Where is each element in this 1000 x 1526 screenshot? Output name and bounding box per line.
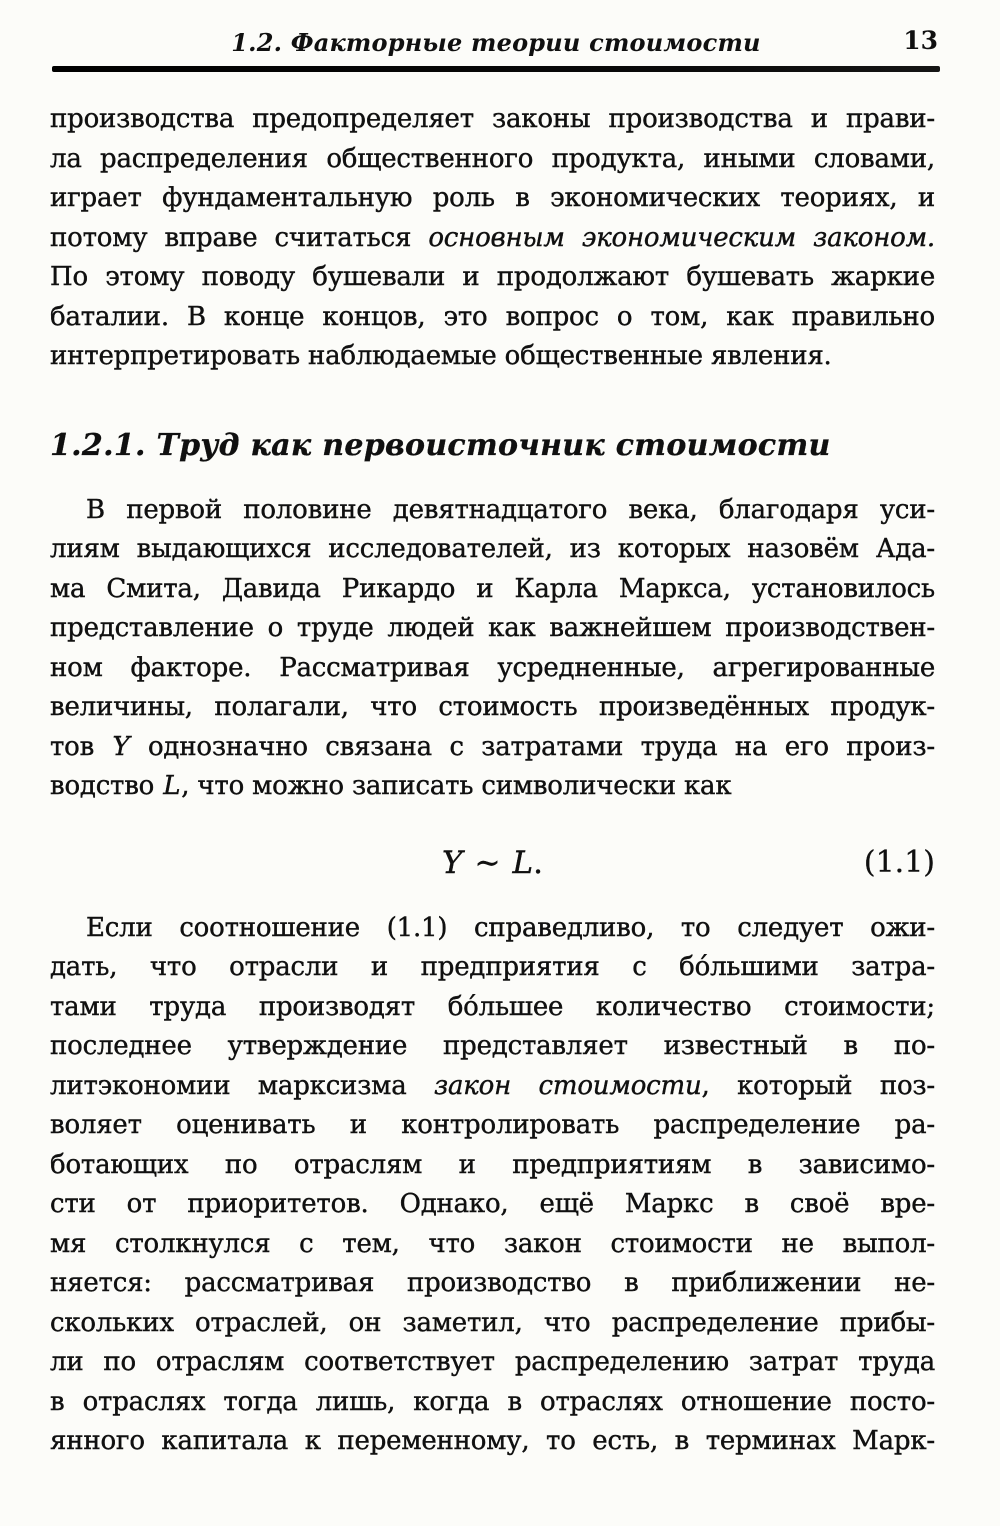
text-line (50, 1264, 935, 1304)
paragraph-intro (50, 100, 935, 377)
text-line (50, 530, 935, 570)
body-text: величины, полагали, что стоимость произведённых продук- (50, 692, 935, 722)
body-text: няется: рассматривая производство в приближении не- (50, 1268, 935, 1298)
text-line (50, 1146, 935, 1186)
text-line (50, 337, 935, 377)
body-text: ботающих по отраслям и предприятиям в зависимо- (50, 1149, 935, 1180)
body-text: дать, что отрасли и предприятия с бо́льшими затра- (50, 952, 935, 982)
text-line (50, 1383, 935, 1423)
body-text: тами труда производят бо́льшее количество стоимости; (50, 991, 935, 1022)
equation-number: (1.1) (863, 844, 935, 880)
body-text: потому вправе считаться (50, 222, 429, 253)
page-number: 13 (903, 26, 938, 55)
running-title: 1.2. Факторные теории стоимости (231, 28, 761, 57)
text-line (50, 100, 935, 140)
math-variable: Y (112, 731, 130, 762)
body-text: воляет оценивать и контролировать распределение ра- (50, 1110, 935, 1140)
equation-var-l: L (512, 844, 534, 881)
text-line (50, 988, 935, 1028)
text-line (50, 179, 935, 219)
body-text: водство (50, 771, 163, 801)
body-text: играет фундаментальную роль в экономических теориях, и (50, 183, 935, 213)
text-line (50, 1343, 935, 1383)
text-line (50, 609, 935, 649)
text-line (50, 1185, 935, 1225)
tilde-relation-symbol: ∼ (474, 844, 501, 881)
page-body (50, 100, 935, 1462)
text-line (50, 649, 935, 689)
text-line (50, 948, 935, 988)
text-line (50, 1027, 935, 1067)
text-line (50, 570, 935, 610)
emphasized-text: закон стоимости (434, 1070, 702, 1101)
section-heading: 1.2.1. Труд как первоисточник стоимости (50, 427, 831, 463)
body-text: , что можно записать символически как (181, 771, 732, 801)
math-variable: L (163, 771, 181, 801)
text-line (50, 258, 935, 298)
body-text: Если соотношение (1.1) справедливо, то следует ожи- (86, 912, 935, 943)
text-line (50, 219, 935, 259)
text-line (50, 491, 935, 531)
header-rule (52, 66, 940, 72)
text-line (50, 1106, 935, 1146)
equation-var-y: Y (442, 844, 463, 881)
body-text: янного капитала к переменному, то есть, в терминах Марк- (50, 1426, 935, 1456)
paragraph-law-of-value (50, 909, 935, 1462)
text-line (50, 688, 935, 728)
body-text: По этому поводу бушевали и продолжают бушевать жаркие (50, 262, 935, 292)
body-text: ном факторе. Рассматривая усредненные, агрегированные (50, 652, 935, 683)
body-text: последнее утверждение представляет известный в по- (50, 1031, 935, 1061)
body-text: баталии. В конце концов, это вопрос о том, как правильно (50, 301, 935, 332)
body-text: , который поз- (701, 1070, 935, 1101)
text-line (50, 767, 935, 807)
body-text: лиям выдающихся исследователей, из которых назовём Ада- (50, 534, 935, 564)
text-line (50, 909, 935, 949)
emphasized-text: основным экономическим законом. (428, 222, 935, 253)
body-text: производства предопределяет законы производства и прави- (50, 104, 935, 134)
body-text: В первой половине девятнадцатого века, благодаря уси- (86, 494, 935, 525)
body-text: интерпретировать наблюдаемые общественные явления. (50, 341, 832, 371)
body-text: представление о труде людей как важнейшем производствен- (50, 613, 935, 643)
body-text: тов (50, 731, 112, 762)
body-text: ли по отраслям соответствует распределению затрат труда (50, 1347, 935, 1377)
equation-row (50, 837, 935, 889)
body-text: в отраслях тогда лишь, когда в отраслях отношение посто- (50, 1386, 935, 1417)
text-line (50, 1304, 935, 1344)
paragraph-labor-source (50, 491, 935, 807)
text-line (50, 728, 935, 768)
text-line (50, 1422, 935, 1462)
text-line (50, 298, 935, 338)
text-line (50, 1225, 935, 1265)
body-text: однозначно связана с затратами труда на его произ- (130, 731, 935, 762)
body-text: ма Смита, Давида Рикардо и Карла Маркса, установилось (50, 573, 935, 604)
text-line (50, 140, 935, 180)
body-text: мя столкнулся с тем, что закон стоимости не выпол- (50, 1228, 935, 1259)
equation-period: . (533, 844, 543, 881)
text-line (50, 1067, 935, 1107)
body-text: сти от приоритетов. Однако, ещё Маркс в своё вре- (50, 1189, 935, 1219)
body-text: литэкономии марксизма (50, 1070, 435, 1101)
equation (442, 845, 543, 881)
body-text: скольких отраслей, он заметил, что распределение прибы- (50, 1307, 935, 1338)
body-text: ла распределения общественного продукта, иными словами, (50, 143, 935, 174)
